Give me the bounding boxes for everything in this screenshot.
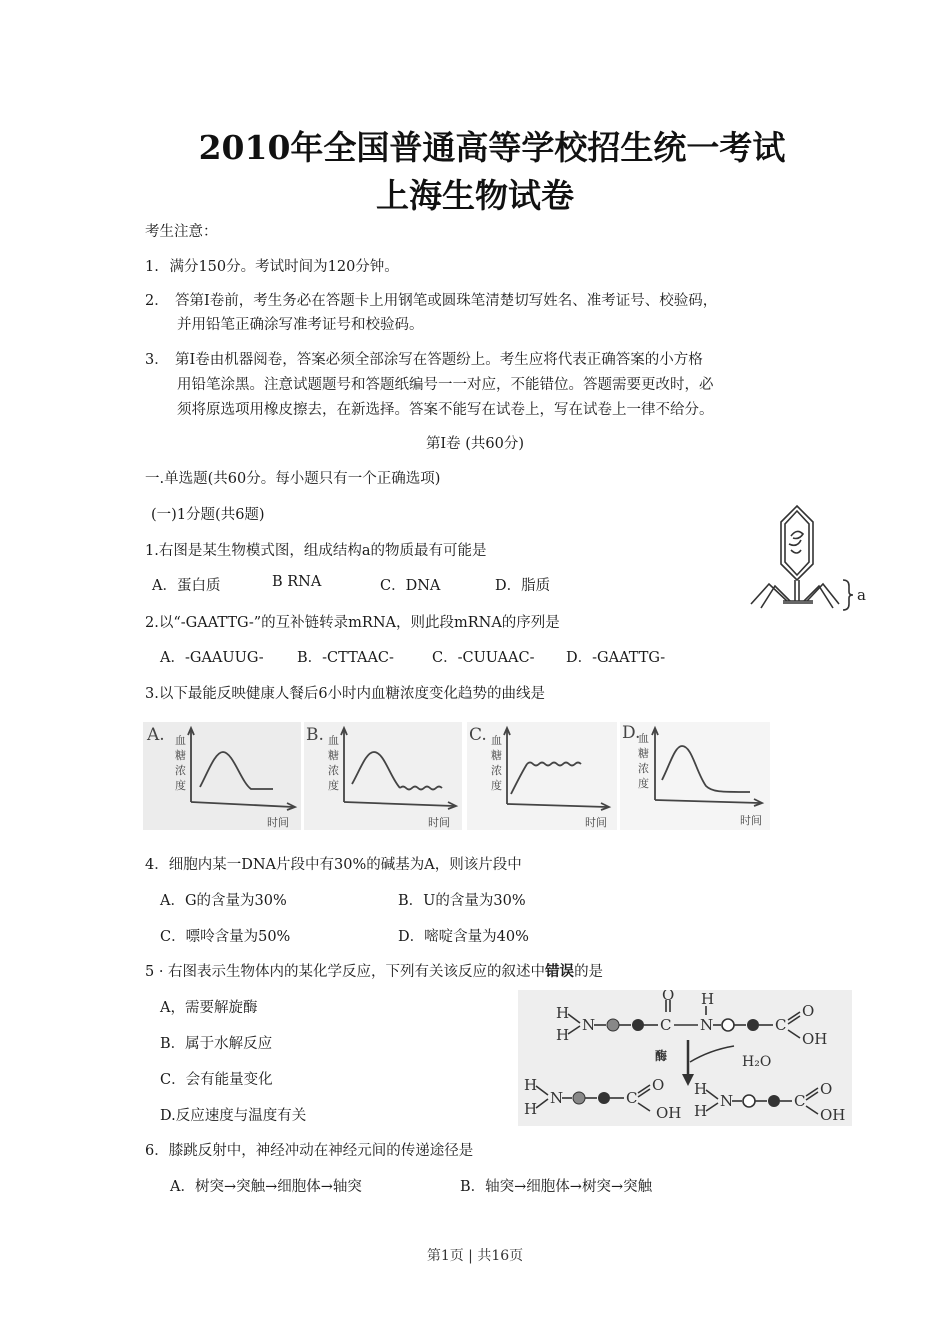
notice-item-num: 1. bbox=[145, 259, 159, 275]
svg-text:H: H bbox=[524, 1076, 538, 1094]
svg-text:血: 血 bbox=[491, 734, 502, 747]
question-2-option-a: A．-GAAUUG- bbox=[160, 650, 264, 666]
svg-text:D.: D. bbox=[622, 723, 641, 743]
svg-text:酶: 酶 bbox=[655, 1049, 668, 1063]
question-4-option-c: C．嘌呤含量为50% bbox=[160, 929, 291, 945]
svg-text:时间: 时间 bbox=[740, 814, 762, 827]
dipeptide-hydrolysis-diagram bbox=[518, 990, 852, 1126]
question-4-option-d: D．嘧啶含量为40% bbox=[398, 929, 529, 945]
question-5-stem bbox=[145, 960, 603, 981]
notice-item-3-line1: 第Ⅰ卷由机器阅卷，答案必须全部涂写在答题纷上。考生应将代表正确答案的小方格 bbox=[175, 352, 703, 368]
question-3-stem: 3.以下最能反映健康人餐后6小时内血糖浓度变化趋势的曲线是 bbox=[145, 686, 546, 702]
section-subtitle: (一)1分题(共6题) bbox=[151, 507, 265, 523]
svg-text:O: O bbox=[662, 990, 675, 1004]
svg-text:C: C bbox=[775, 1016, 787, 1034]
question-1-option-b: B RNA bbox=[272, 574, 322, 590]
svg-text:H: H bbox=[556, 1004, 570, 1022]
notice-item-3-num: 3． bbox=[145, 352, 169, 368]
question-2-option-c: C．-CUUAAC- bbox=[432, 650, 535, 666]
section-title: 一.单选题(共60分。每小题只有一个正确选项) bbox=[145, 471, 441, 487]
graph-option-b bbox=[304, 722, 462, 830]
question-6-stem: 6．膝跳反射中，神经冲动在神经元间的传递途径是 bbox=[145, 1143, 474, 1159]
notice-item-2-line1: 答第Ⅰ卷前，考生务必在答题卡上用钢笔或圆珠笔清楚切写姓名、准考证号、校验码， bbox=[175, 293, 718, 309]
phage-icon bbox=[735, 492, 895, 612]
question-2-stem: 2.以“-GAATTG-”的互补链转录mRNA，则此段mRNA的序列是 bbox=[145, 615, 560, 631]
svg-text:O: O bbox=[652, 1076, 665, 1094]
svg-text:血: 血 bbox=[175, 734, 186, 747]
part-title: 第Ⅰ卷 (共60分) bbox=[425, 436, 525, 452]
question-5-stem-text: 5 · 右图表示生物体内的某化学反应，下列有关该反应的叙述中 bbox=[145, 964, 546, 980]
svg-text:O: O bbox=[820, 1080, 833, 1098]
question-5-option-b: B．属于水解反应 bbox=[160, 1036, 273, 1052]
question-1-option-c: C．DNA bbox=[380, 578, 441, 594]
svg-text:B.: B. bbox=[306, 725, 324, 745]
svg-text:C: C bbox=[626, 1089, 638, 1107]
exam-title-line1: 2010年全国普通高等学校招生统一考试 bbox=[198, 128, 786, 167]
notice-item-2-num: 2． bbox=[145, 293, 169, 309]
svg-text:血: 血 bbox=[638, 732, 649, 745]
notice-item-2-line2: 并用铅笔正确涂写准考证号和校验码。 bbox=[177, 317, 424, 333]
notice-heading: 考生注意： bbox=[145, 224, 218, 240]
svg-text:糖: 糖 bbox=[638, 747, 649, 760]
graph-option-d bbox=[620, 722, 770, 830]
svg-text:OH: OH bbox=[820, 1106, 846, 1124]
svg-text:N: N bbox=[720, 1092, 734, 1110]
question-5-option-d: D.反应速度与温度有关 bbox=[160, 1108, 307, 1124]
notice-item-1 bbox=[145, 255, 399, 276]
exam-title-line2: 上海生物试卷 bbox=[376, 176, 574, 215]
svg-text:浓: 浓 bbox=[491, 764, 502, 777]
phage-diagram bbox=[735, 492, 895, 612]
svg-text:糖: 糖 bbox=[328, 749, 339, 762]
svg-text:时间: 时间 bbox=[585, 816, 607, 829]
svg-text:C.: C. bbox=[469, 725, 487, 745]
svg-text:C: C bbox=[794, 1092, 806, 1110]
notice-item-text: 满分150分。考试时间为120分钟。 bbox=[169, 259, 399, 275]
svg-text:O: O bbox=[802, 1002, 815, 1020]
graph-option-a bbox=[143, 722, 301, 830]
question-2-option-d: D．-GAATTG- bbox=[566, 650, 666, 666]
svg-text:N: N bbox=[700, 1016, 714, 1034]
svg-text:OH: OH bbox=[802, 1030, 828, 1048]
notice-item-3-line3: 须将原选项用橡皮擦去，在新选择。答案不能写在试卷上，写在试卷上一律不给分。 bbox=[177, 402, 714, 418]
notice-item-3-line2: 用铅笔涂黑。注意试题题号和答题纸编号一一对应，不能错位。答题需要更改时，必 bbox=[177, 377, 714, 393]
question-4-stem: 4．细胞内某一DNA片段中有30%的碱基为A，则该片段中 bbox=[145, 857, 522, 873]
question-5-option-a: A，需要解旋酶 bbox=[160, 1000, 258, 1016]
svg-text:时间: 时间 bbox=[267, 816, 289, 829]
question-4-option-a: A．G的含量为30% bbox=[160, 893, 287, 909]
svg-text:血: 血 bbox=[328, 734, 339, 747]
svg-text:度: 度 bbox=[175, 779, 186, 792]
svg-text:H: H bbox=[694, 1102, 708, 1120]
svg-text:度: 度 bbox=[491, 779, 502, 792]
question-5-emphasis: 错误 bbox=[545, 963, 575, 980]
svg-text:OH: OH bbox=[656, 1104, 682, 1122]
structure-a-label: a bbox=[857, 586, 866, 604]
svg-text:H: H bbox=[556, 1026, 570, 1044]
question-5-stem-end: 的是 bbox=[574, 964, 604, 980]
svg-text:度: 度 bbox=[328, 779, 339, 792]
svg-text:H₂O: H₂O bbox=[742, 1054, 772, 1070]
svg-text:糖: 糖 bbox=[175, 749, 186, 762]
page-footer: 第1页 | 共16页 bbox=[426, 1248, 524, 1264]
question-1-option-d: D．脂质 bbox=[495, 578, 551, 594]
svg-text:度: 度 bbox=[638, 777, 649, 790]
svg-text:C: C bbox=[660, 1016, 672, 1034]
svg-text:糖: 糖 bbox=[491, 749, 502, 762]
svg-text:浓: 浓 bbox=[175, 764, 186, 777]
question-6-option-b: B．轴突→细胞体→树突→突触 bbox=[460, 1179, 653, 1195]
svg-text:H: H bbox=[694, 1080, 708, 1098]
question-1-option-a: A．蛋白质 bbox=[152, 578, 221, 594]
graph-option-c bbox=[467, 722, 617, 830]
svg-text:时间: 时间 bbox=[428, 816, 450, 829]
svg-text:A.: A. bbox=[147, 725, 165, 745]
question-4-option-b: B．U的含量为30% bbox=[398, 893, 526, 909]
svg-text:H: H bbox=[524, 1100, 538, 1118]
svg-text:H: H bbox=[701, 990, 715, 1008]
svg-text:浓: 浓 bbox=[328, 764, 339, 777]
question-1-stem: 1.右图是某生物模式图，组成结构a的物质最有可能是 bbox=[145, 543, 487, 559]
svg-text:浓: 浓 bbox=[638, 762, 649, 775]
question-5-option-c: C．会有能量变化 bbox=[160, 1072, 273, 1088]
question-2-option-b: B．-CTTAAC- bbox=[297, 650, 394, 666]
svg-text:N: N bbox=[550, 1089, 564, 1107]
question-6-option-a: A．树突→突触→细胞体→轴突 bbox=[170, 1179, 362, 1195]
svg-text:N: N bbox=[582, 1016, 596, 1034]
